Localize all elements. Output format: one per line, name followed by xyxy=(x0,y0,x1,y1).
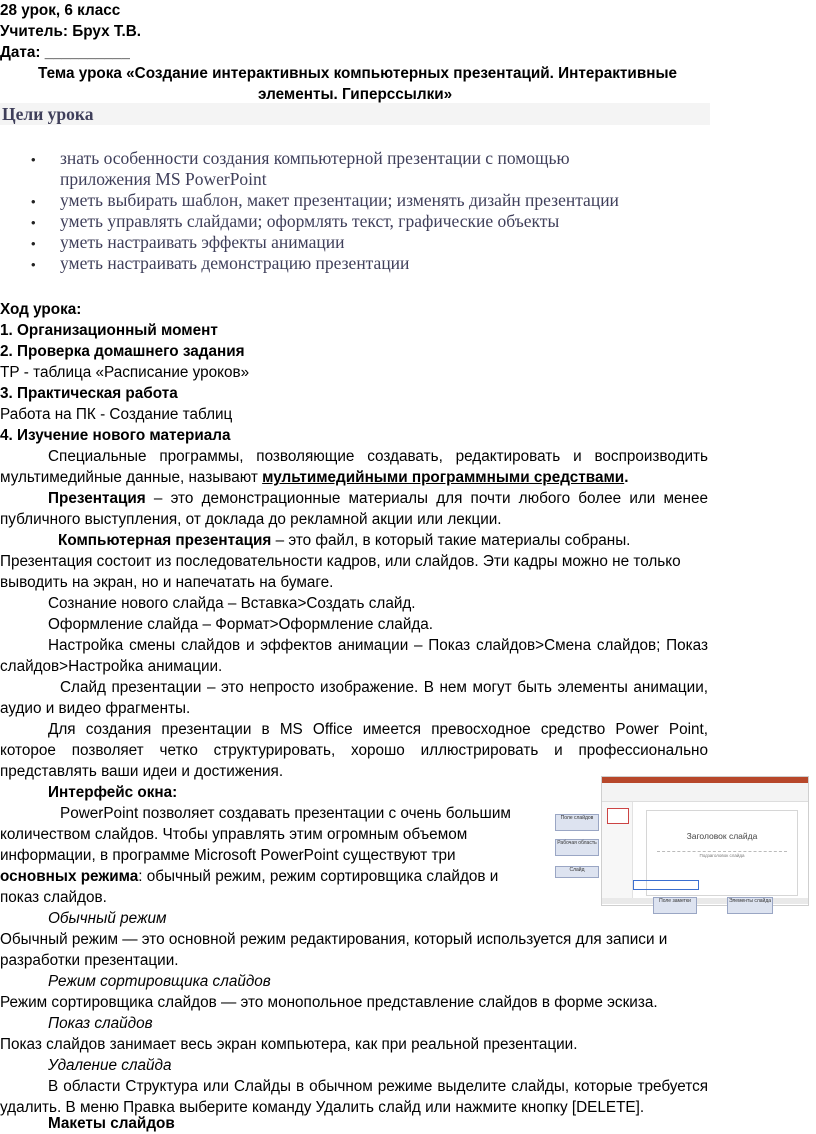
callout-slides-pane: Поле слайдов xyxy=(555,814,599,831)
text-run: . xyxy=(624,469,629,486)
callout-notes: Поле заметки xyxy=(653,897,697,914)
goal-item: уметь выбирать шаблон, макет презентации; изменять дизайн презентации xyxy=(60,190,619,210)
bullet-icon: • xyxy=(31,152,36,167)
section-heading: Макеты слайдов xyxy=(48,1115,175,1132)
teacher-name: Учитель: Брух Т.В. xyxy=(0,23,142,40)
key-term: Компьютерная презентация xyxy=(58,532,272,549)
status-bar xyxy=(602,898,808,904)
stage-1: 1. Организационный момент xyxy=(0,322,218,339)
text-run: мультимедийные данные, называют xyxy=(0,469,263,486)
goal-item: знать особенности создания компьютерной презентации с помощью xyxy=(60,148,570,168)
paragraph-line: слайдов>Настройка анимации. xyxy=(0,658,223,675)
goal-item-continuation: приложения MS PowerPoint xyxy=(60,169,267,189)
callout-work-area: Рабочая область xyxy=(555,839,599,856)
paragraph-line: PowerPoint позволяет создавать презентации с очень большим xyxy=(60,805,511,822)
mode-heading: Режим сортировщика слайдов xyxy=(48,973,271,990)
mode-heading: Удаление слайда xyxy=(48,1057,172,1074)
callout-slide: Слайд xyxy=(555,866,599,878)
paragraph-line: Настройка смены слайдов и эффектов анимации – Показ слайдов>Смена слайдов; Показ xyxy=(48,637,708,654)
paragraph-line xyxy=(58,530,630,551)
key-term: Презентация xyxy=(48,490,146,507)
paragraph-line xyxy=(0,866,498,887)
goal-item: уметь настраивать демонстрацию презентации xyxy=(60,253,410,273)
text-run: – это файл, в который такие материалы собраны. xyxy=(271,532,631,549)
paragraph-line: публичного выступления, от доклада до рекламной акции или лекции. xyxy=(0,511,502,528)
paragraph-line xyxy=(48,488,708,509)
text-run: : обычный режим, режим сортировщика слайдов и xyxy=(138,868,499,885)
stage-2: 2. Проверка домашнего задания xyxy=(0,343,245,360)
stage-4: 4. Изучение нового материала xyxy=(0,427,231,444)
stage-3: 3. Практическая работа xyxy=(0,385,178,402)
paragraph-line: Режим сортировщика слайдов — это монопольное представление слайдов в форме эскиза. xyxy=(0,994,658,1011)
bullet-icon: • xyxy=(31,194,36,209)
lesson-topic-line1: Тема урока «Создание интерактивных компьютерных презентаций. Интерактивные xyxy=(38,65,678,82)
lesson-number: 28 урок, 6 класс xyxy=(0,2,121,19)
paragraph-line: Специальные программы, позволяющие создавать, редактировать и воспроизводить xyxy=(48,448,708,465)
paragraph-line: аудио и видео фрагменты. xyxy=(0,700,191,717)
lesson-topic-line2: элементы. Гиперссылки» xyxy=(258,86,453,103)
bullet-icon: • xyxy=(31,236,36,251)
callout-slide-elements: Элементы слайда xyxy=(727,897,773,914)
paragraph-line: Оформление слайда – Формат>Оформление слайда. xyxy=(48,616,434,633)
stage-2-text: ТР - таблица «Расписание уроков» xyxy=(0,364,250,381)
paragraph-line xyxy=(0,467,628,488)
paragraph-line: количеством слайдов. Чтобы управлять этим огромным объемом xyxy=(0,826,468,843)
paragraph-line: Сознание нового слайда – Вставка>Создать слайд. xyxy=(48,595,416,612)
course-heading: Ход урока: xyxy=(0,301,82,318)
interface-heading: Интерфейс окна: xyxy=(48,784,178,801)
paragraph-line: Слайд презентации – это непросто изображение. В нем могут быть элементы анимации, xyxy=(60,679,708,696)
stage-3-text: Работа на ПК - Создание таблиц xyxy=(0,406,233,423)
slides-pane xyxy=(602,802,633,898)
goal-item: уметь настраивать эффекты анимации xyxy=(60,232,345,252)
paragraph-line: удалить. В меню Правка выберите команду Удалить слайд или нажмите кнопку [DELETE]. xyxy=(0,1099,645,1116)
bullet-icon: • xyxy=(31,215,36,230)
paragraph-line: разработки презентации. xyxy=(0,952,179,969)
text-run: – это демонстрационные материалы для почти любого более или менее xyxy=(145,490,708,507)
slide-title: Заголовок слайда xyxy=(686,831,758,841)
bullet-icon: • xyxy=(31,257,36,272)
notes-highlight xyxy=(633,880,699,890)
goals-heading: Цели урока xyxy=(0,103,710,125)
ribbon-toolbar xyxy=(602,783,808,802)
lesson-date: Дата: __________ xyxy=(0,44,130,61)
paragraph-line: информации, в программе Microsoft PowerPoint существуют три xyxy=(0,847,456,864)
mode-heading: Обычный режим xyxy=(48,910,167,927)
powerpoint-interface-figure xyxy=(555,776,807,916)
paragraph-line: В области Структура или Слайды в обычном режиме выделите слайды, которые требуется xyxy=(48,1078,708,1095)
paragraph-line: выводить на экран, но и напечатать на бумаге. xyxy=(0,574,334,591)
paragraph-line: Обычный режим — это основной режим редактирования, который используется для записи и xyxy=(0,931,668,948)
paragraph-line: Показ слайдов занимает весь экран компьютера, как при реальной презентации. xyxy=(0,1036,578,1053)
paragraph-line: Для создания презентации в MS Office имеется превосходное средство Power Point, xyxy=(48,721,708,738)
paragraph-line: которое позволяет четко структурировать, хорошо иллюстрировать и профессионально xyxy=(0,742,708,759)
paragraph-line: Презентация состоит из последовательности кадров, или слайдов. Эти кадры можно не только xyxy=(0,553,681,570)
key-term: мультимедийными программными средствами xyxy=(262,469,625,486)
paragraph-line: показ слайдов. xyxy=(0,889,107,906)
key-term: основных режима xyxy=(0,868,139,885)
slide-thumbnail xyxy=(607,808,629,824)
mode-heading: Показ слайдов xyxy=(48,1015,153,1032)
paragraph-line: представлять ваши идеи и достижения. xyxy=(0,763,284,780)
goal-item: уметь управлять слайдами; оформлять текст, графические объекты xyxy=(60,211,560,231)
slide-subtitle: Подзаголовок слайда xyxy=(657,851,787,858)
